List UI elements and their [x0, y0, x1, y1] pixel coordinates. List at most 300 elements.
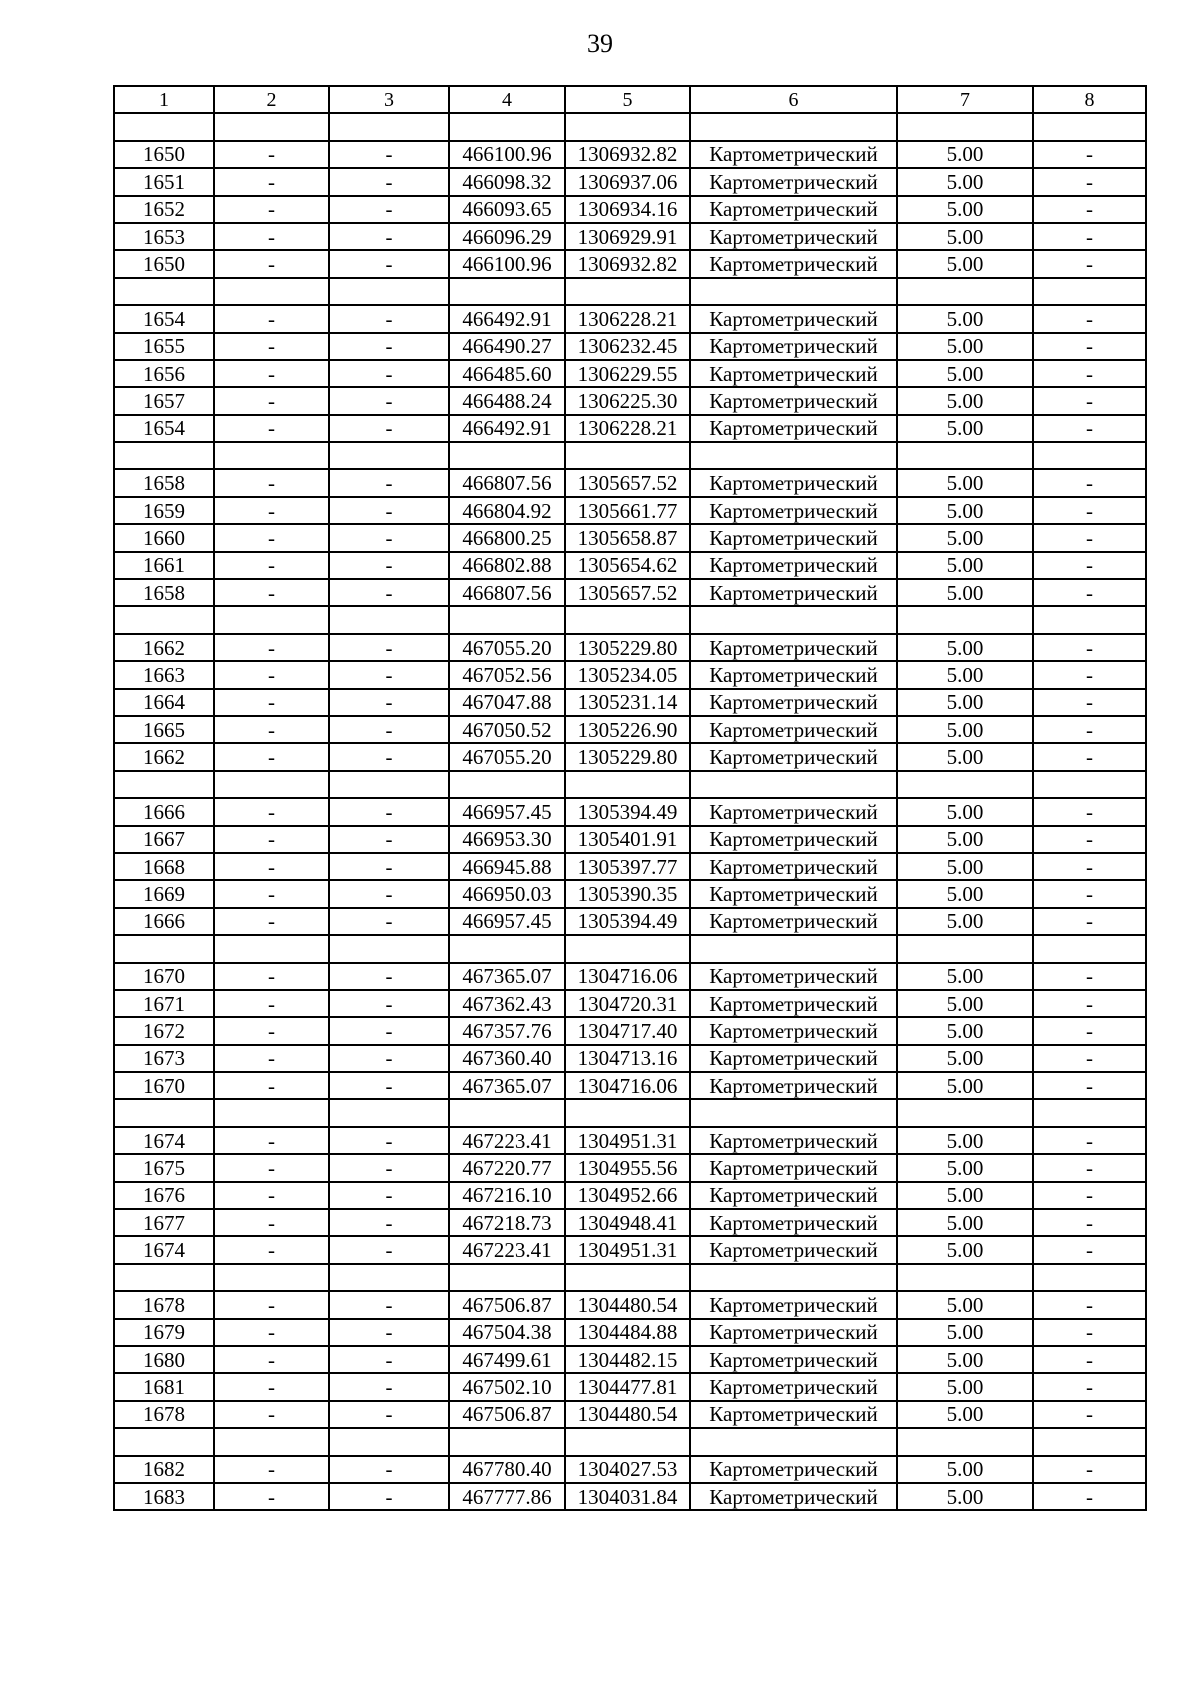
table-cell-col-8: -: [1033, 1072, 1146, 1099]
table-cell-col-4: 466100.96: [449, 141, 565, 168]
table-row: [114, 1401, 1146, 1428]
empty-cell: [690, 113, 897, 140]
table-cell-col-5: 1305234.05: [565, 661, 690, 688]
table-cell-col-4: 466802.88: [449, 552, 565, 579]
table-cell-col-3: -: [329, 1154, 449, 1181]
table-row: [114, 250, 1146, 277]
table-cell-col-1: 1664: [114, 689, 214, 716]
table-cell-col-7: 5.00: [897, 826, 1033, 853]
table-cell-col-4: 466492.91: [449, 305, 565, 332]
table-cell-col-1: 1653: [114, 223, 214, 250]
table-cell-col-4: 466096.29: [449, 223, 565, 250]
table-cell-col-5: 1304951.31: [565, 1127, 690, 1154]
table-cell-col-2: -: [214, 305, 329, 332]
table-row: [114, 880, 1146, 907]
empty-cell: [690, 1099, 897, 1126]
table-cell-col-1: 1662: [114, 743, 214, 770]
table-cell-col-5: 1306225.30: [565, 387, 690, 414]
empty-cell: [897, 771, 1033, 798]
table-cell-col-1: 1651: [114, 168, 214, 195]
table-row: [114, 1209, 1146, 1236]
table-cell-col-6: Картометрический: [690, 1373, 897, 1400]
table-cell-col-7: 5.00: [897, 497, 1033, 524]
empty-cell: [114, 935, 214, 962]
table-cell-col-4: 466488.24: [449, 387, 565, 414]
table-cell-col-7: 5.00: [897, 1319, 1033, 1346]
table-cell-col-3: -: [329, 743, 449, 770]
empty-cell: [329, 1264, 449, 1291]
table-cell-col-6: Картометрический: [690, 579, 897, 606]
table-cell-col-2: -: [214, 716, 329, 743]
table-cell-col-1: 1656: [114, 360, 214, 387]
table-cell-col-3: -: [329, 798, 449, 825]
table-cell-col-7: 5.00: [897, 1045, 1033, 1072]
table-cell-col-2: -: [214, 1346, 329, 1373]
empty-cell: [449, 771, 565, 798]
table-cell-col-7: 5.00: [897, 743, 1033, 770]
table-cell-col-7: 5.00: [897, 1127, 1033, 1154]
table-cell-col-6: Картометрический: [690, 552, 897, 579]
table-cell-col-5: 1305657.52: [565, 579, 690, 606]
table-cell-col-2: -: [214, 524, 329, 551]
table-cell-col-6: Картометрический: [690, 469, 897, 496]
table-cell-col-2: -: [214, 908, 329, 935]
table-cell-col-3: -: [329, 1127, 449, 1154]
table-cell-col-1: 1677: [114, 1209, 214, 1236]
empty-cell: [690, 771, 897, 798]
table-cell-col-8: -: [1033, 524, 1146, 551]
table-cell-col-6: Картометрический: [690, 743, 897, 770]
table-cell-col-1: 1672: [114, 1017, 214, 1044]
table-cell-col-5: 1306934.16: [565, 196, 690, 223]
table-cell-col-8: -: [1033, 168, 1146, 195]
table-row: [114, 1373, 1146, 1400]
table-cell-col-3: -: [329, 497, 449, 524]
table-cell-col-6: Картометрический: [690, 1045, 897, 1072]
table-cell-col-2: -: [214, 1127, 329, 1154]
table-cell-col-1: 1670: [114, 1072, 214, 1099]
separator-row: [114, 1428, 1146, 1455]
table-row: [114, 387, 1146, 414]
table-cell-col-1: 1678: [114, 1291, 214, 1318]
table-cell-col-4: 466490.27: [449, 333, 565, 360]
table-cell-col-5: 1306232.45: [565, 333, 690, 360]
table-cell-col-7: 5.00: [897, 1483, 1033, 1510]
table-cell-col-2: -: [214, 1154, 329, 1181]
table-cell-col-4: 466807.56: [449, 469, 565, 496]
table-cell-col-5: 1304952.66: [565, 1182, 690, 1209]
table-cell-col-2: -: [214, 1045, 329, 1072]
empty-cell: [565, 1099, 690, 1126]
table-cell-col-5: 1304031.84: [565, 1483, 690, 1510]
table-cell-col-5: 1306937.06: [565, 168, 690, 195]
table-cell-col-2: -: [214, 141, 329, 168]
table-cell-col-7: 5.00: [897, 634, 1033, 661]
table-cell-col-6: Картометрический: [690, 1182, 897, 1209]
table-cell-col-6: Картометрический: [690, 1456, 897, 1483]
table-cell-col-1: 1666: [114, 798, 214, 825]
table-cell-col-1: 1654: [114, 305, 214, 332]
empty-cell: [214, 113, 329, 140]
table-cell-col-7: 5.00: [897, 798, 1033, 825]
empty-cell: [690, 442, 897, 469]
table-cell-col-7: 5.00: [897, 415, 1033, 442]
table-cell-col-4: 467216.10: [449, 1182, 565, 1209]
table-cell-col-2: -: [214, 1319, 329, 1346]
table-cell-col-8: -: [1033, 1236, 1146, 1263]
table-cell-col-6: Картометрический: [690, 333, 897, 360]
empty-cell: [214, 1428, 329, 1455]
table-cell-col-8: -: [1033, 1319, 1146, 1346]
table-cell-col-5: 1306228.21: [565, 305, 690, 332]
table-cell-col-5: 1304716.06: [565, 1072, 690, 1099]
empty-cell: [1033, 113, 1146, 140]
table-cell-col-5: 1304477.81: [565, 1373, 690, 1400]
empty-cell: [565, 113, 690, 140]
table-cell-col-1: 1683: [114, 1483, 214, 1510]
table-cell-col-8: -: [1033, 990, 1146, 1017]
table-cell-col-7: 5.00: [897, 196, 1033, 223]
separator-row: [114, 1264, 1146, 1291]
table-cell-col-4: 467220.77: [449, 1154, 565, 1181]
table-cell-col-8: -: [1033, 469, 1146, 496]
table-cell-col-2: -: [214, 1209, 329, 1236]
empty-cell: [565, 771, 690, 798]
table-cell-col-3: -: [329, 333, 449, 360]
table-cell-col-4: 467504.38: [449, 1319, 565, 1346]
table-cell-col-6: Картометрический: [690, 305, 897, 332]
table-cell-col-5: 1304948.41: [565, 1209, 690, 1236]
table-cell-col-1: 1658: [114, 469, 214, 496]
table-cell-col-6: Картометрический: [690, 689, 897, 716]
table-cell-col-6: Картометрический: [690, 1236, 897, 1263]
separator-row: [114, 771, 1146, 798]
table-cell-col-1: 1670: [114, 963, 214, 990]
table-cell-col-3: -: [329, 552, 449, 579]
separator-row: [114, 442, 1146, 469]
table-cell-col-2: -: [214, 880, 329, 907]
empty-cell: [329, 113, 449, 140]
table-cell-col-2: -: [214, 387, 329, 414]
table-cell-col-4: 467218.73: [449, 1209, 565, 1236]
table-cell-col-6: Картометрический: [690, 661, 897, 688]
table-cell-col-8: -: [1033, 1291, 1146, 1318]
empty-cell: [1033, 442, 1146, 469]
table-cell-col-2: -: [214, 661, 329, 688]
table-row: [114, 579, 1146, 606]
table-cell-col-7: 5.00: [897, 1072, 1033, 1099]
table-cell-col-3: -: [329, 963, 449, 990]
table-cell-col-5: 1305654.62: [565, 552, 690, 579]
table-cell-col-7: 5.00: [897, 1209, 1033, 1236]
table-cell-col-4: 467357.76: [449, 1017, 565, 1044]
table-cell-col-3: -: [329, 1209, 449, 1236]
empty-cell: [565, 1428, 690, 1455]
table-header: [114, 86, 1146, 113]
empty-cell: [449, 1264, 565, 1291]
table-row: [114, 1072, 1146, 1099]
empty-cell: [329, 278, 449, 305]
table-cell-col-1: 1682: [114, 1456, 214, 1483]
table-row: [114, 524, 1146, 551]
table-cell-col-4: 467223.41: [449, 1127, 565, 1154]
table-cell-col-1: 1680: [114, 1346, 214, 1373]
table-cell-col-3: -: [329, 661, 449, 688]
table-cell-col-5: 1304717.40: [565, 1017, 690, 1044]
empty-cell: [449, 442, 565, 469]
table-cell-col-5: 1304716.06: [565, 963, 690, 990]
empty-cell: [565, 278, 690, 305]
table-cell-col-8: -: [1033, 1045, 1146, 1072]
table-cell-col-2: -: [214, 333, 329, 360]
table-cell-col-6: Картометрический: [690, 1319, 897, 1346]
table-cell-col-5: 1305658.87: [565, 524, 690, 551]
table-cell-col-7: 5.00: [897, 990, 1033, 1017]
table-cell-col-8: -: [1033, 333, 1146, 360]
table-cell-col-6: Картометрический: [690, 963, 897, 990]
empty-cell: [897, 935, 1033, 962]
table-cell-col-5: 1305661.77: [565, 497, 690, 524]
empty-cell: [329, 1099, 449, 1126]
empty-cell: [1033, 278, 1146, 305]
table-row: [114, 1456, 1146, 1483]
table-cell-col-5: 1305229.80: [565, 634, 690, 661]
separator-row: [114, 935, 1146, 962]
table-row: [114, 743, 1146, 770]
table-cell-col-2: -: [214, 1072, 329, 1099]
table-cell-col-6: Картометрический: [690, 1209, 897, 1236]
table-cell-col-3: -: [329, 716, 449, 743]
table-cell-col-3: -: [329, 141, 449, 168]
table-cell-col-3: -: [329, 387, 449, 414]
table-cell-col-5: 1304955.56: [565, 1154, 690, 1181]
table-cell-col-8: -: [1033, 1483, 1146, 1510]
separator-row: [114, 113, 1146, 140]
separator-row: [114, 278, 1146, 305]
table-cell-col-8: -: [1033, 579, 1146, 606]
table-cell-col-3: -: [329, 853, 449, 880]
table-cell-col-4: 466804.92: [449, 497, 565, 524]
table-cell-col-1: 1679: [114, 1319, 214, 1346]
table-cell-col-1: 1661: [114, 552, 214, 579]
empty-cell: [114, 1099, 214, 1126]
table-cell-col-5: 1305401.91: [565, 826, 690, 853]
table-cell-col-7: 5.00: [897, 223, 1033, 250]
table-row: [114, 196, 1146, 223]
table-cell-col-3: -: [329, 196, 449, 223]
table-cell-col-1: 1650: [114, 250, 214, 277]
column-header: 3: [329, 86, 449, 113]
table-cell-col-1: 1654: [114, 415, 214, 442]
table-cell-col-7: 5.00: [897, 1373, 1033, 1400]
table-cell-col-4: 467362.43: [449, 990, 565, 1017]
table-cell-col-7: 5.00: [897, 880, 1033, 907]
table-cell-col-7: 5.00: [897, 661, 1033, 688]
table-cell-col-4: 467055.20: [449, 634, 565, 661]
table-cell-col-7: 5.00: [897, 1456, 1033, 1483]
empty-cell: [114, 1264, 214, 1291]
table-cell-col-4: 467050.52: [449, 716, 565, 743]
table-cell-col-4: 466807.56: [449, 579, 565, 606]
table-row: [114, 141, 1146, 168]
table-cell-col-7: 5.00: [897, 963, 1033, 990]
table-cell-col-4: 467502.10: [449, 1373, 565, 1400]
empty-cell: [114, 606, 214, 633]
table-cell-col-2: -: [214, 552, 329, 579]
table-cell-col-8: -: [1033, 1209, 1146, 1236]
table-row: [114, 1182, 1146, 1209]
empty-cell: [690, 1264, 897, 1291]
table-cell-col-5: 1304720.31: [565, 990, 690, 1017]
empty-cell: [329, 1428, 449, 1455]
table-cell-col-8: -: [1033, 223, 1146, 250]
table-row: [114, 552, 1146, 579]
table-cell-col-1: 1658: [114, 579, 214, 606]
table-cell-col-5: 1305226.90: [565, 716, 690, 743]
empty-cell: [565, 1264, 690, 1291]
table-cell-col-2: -: [214, 1401, 329, 1428]
column-header: 1: [114, 86, 214, 113]
table-cell-col-8: -: [1033, 552, 1146, 579]
table-cell-col-3: -: [329, 1401, 449, 1428]
table-cell-col-6: Картометрический: [690, 1483, 897, 1510]
table-row: [114, 469, 1146, 496]
table-cell-col-6: Картометрический: [690, 990, 897, 1017]
table-cell-col-7: 5.00: [897, 387, 1033, 414]
table-cell-col-5: 1305657.52: [565, 469, 690, 496]
empty-cell: [897, 278, 1033, 305]
empty-cell: [449, 935, 565, 962]
table-cell-col-3: -: [329, 634, 449, 661]
table-cell-col-8: -: [1033, 415, 1146, 442]
table-cell-col-2: -: [214, 360, 329, 387]
table-cell-col-7: 5.00: [897, 1236, 1033, 1263]
table-cell-col-3: -: [329, 1236, 449, 1263]
table-cell-col-1: 1669: [114, 880, 214, 907]
empty-cell: [690, 606, 897, 633]
table-cell-col-5: 1305397.77: [565, 853, 690, 880]
table-cell-col-5: 1304480.54: [565, 1401, 690, 1428]
table-cell-col-3: -: [329, 1017, 449, 1044]
table-row: [114, 1236, 1146, 1263]
table-cell-col-2: -: [214, 1182, 329, 1209]
table-cell-col-6: Картометрический: [690, 141, 897, 168]
empty-cell: [1033, 606, 1146, 633]
table-cell-col-6: Картометрический: [690, 387, 897, 414]
table-cell-col-6: Картометрический: [690, 1127, 897, 1154]
table-cell-col-2: -: [214, 634, 329, 661]
table-cell-col-3: -: [329, 168, 449, 195]
empty-cell: [214, 935, 329, 962]
table-cell-col-7: 5.00: [897, 1154, 1033, 1181]
table-cell-col-4: 467055.20: [449, 743, 565, 770]
table-cell-col-3: -: [329, 415, 449, 442]
table-cell-col-7: 5.00: [897, 333, 1033, 360]
table-cell-col-1: 1678: [114, 1401, 214, 1428]
table-cell-col-7: 5.00: [897, 689, 1033, 716]
table-cell-col-4: 467052.56: [449, 661, 565, 688]
table-cell-col-7: 5.00: [897, 1401, 1033, 1428]
table-cell-col-3: -: [329, 1373, 449, 1400]
table-cell-col-8: -: [1033, 908, 1146, 935]
table-cell-col-2: -: [214, 826, 329, 853]
table-cell-col-7: 5.00: [897, 716, 1033, 743]
table-cell-col-8: -: [1033, 360, 1146, 387]
table-cell-col-4: 466485.60: [449, 360, 565, 387]
table-cell-col-7: 5.00: [897, 1182, 1033, 1209]
table-cell-col-2: -: [214, 743, 329, 770]
table-row: [114, 990, 1146, 1017]
table-cell-col-4: 466957.45: [449, 798, 565, 825]
table-cell-col-3: -: [329, 1291, 449, 1318]
table-cell-col-7: 5.00: [897, 853, 1033, 880]
empty-cell: [897, 1099, 1033, 1126]
table-cell-col-5: 1306929.91: [565, 223, 690, 250]
table-cell-col-7: 5.00: [897, 360, 1033, 387]
table-cell-col-4: 466950.03: [449, 880, 565, 907]
table-row: [114, 497, 1146, 524]
table-cell-col-8: -: [1033, 963, 1146, 990]
table-cell-col-2: -: [214, 223, 329, 250]
empty-cell: [1033, 1264, 1146, 1291]
empty-cell: [690, 278, 897, 305]
table-row: [114, 1291, 1146, 1318]
table-cell-col-6: Картометрический: [690, 798, 897, 825]
table-row: [114, 1154, 1146, 1181]
empty-cell: [214, 771, 329, 798]
table-cell-col-4: 467047.88: [449, 689, 565, 716]
table-cell-col-5: 1305394.49: [565, 908, 690, 935]
table-cell-col-3: -: [329, 469, 449, 496]
column-header: 4: [449, 86, 565, 113]
table-row: [114, 305, 1146, 332]
column-header: 7: [897, 86, 1033, 113]
table-row: [114, 853, 1146, 880]
table-cell-col-1: 1652: [114, 196, 214, 223]
table-cell-col-3: -: [329, 1456, 449, 1483]
empty-cell: [114, 278, 214, 305]
empty-cell: [1033, 1099, 1146, 1126]
table-cell-col-1: 1666: [114, 908, 214, 935]
table-cell-col-3: -: [329, 1045, 449, 1072]
table-row: [114, 168, 1146, 195]
table-row: [114, 826, 1146, 853]
table-cell-col-8: -: [1033, 634, 1146, 661]
table-cell-col-7: 5.00: [897, 908, 1033, 935]
table-cell-col-2: -: [214, 497, 329, 524]
table-cell-col-4: 466100.96: [449, 250, 565, 277]
table-cell-col-3: -: [329, 908, 449, 935]
table-cell-col-8: -: [1033, 196, 1146, 223]
table-cell-col-3: -: [329, 1483, 449, 1510]
table-cell-col-8: -: [1033, 716, 1146, 743]
empty-cell: [329, 606, 449, 633]
table-cell-col-5: 1306932.82: [565, 250, 690, 277]
table-cell-col-4: 466800.25: [449, 524, 565, 551]
table-cell-col-4: 466953.30: [449, 826, 565, 853]
table-cell-col-2: -: [214, 853, 329, 880]
table-cell-col-1: 1671: [114, 990, 214, 1017]
table-cell-col-4: 466957.45: [449, 908, 565, 935]
empty-cell: [114, 771, 214, 798]
table-cell-col-6: Картометрический: [690, 524, 897, 551]
table-cell-col-1: 1662: [114, 634, 214, 661]
table-cell-col-6: Картометрический: [690, 853, 897, 880]
table-cell-col-6: Картометрический: [690, 196, 897, 223]
table-cell-col-8: -: [1033, 661, 1146, 688]
table-cell-col-7: 5.00: [897, 469, 1033, 496]
empty-cell: [214, 442, 329, 469]
